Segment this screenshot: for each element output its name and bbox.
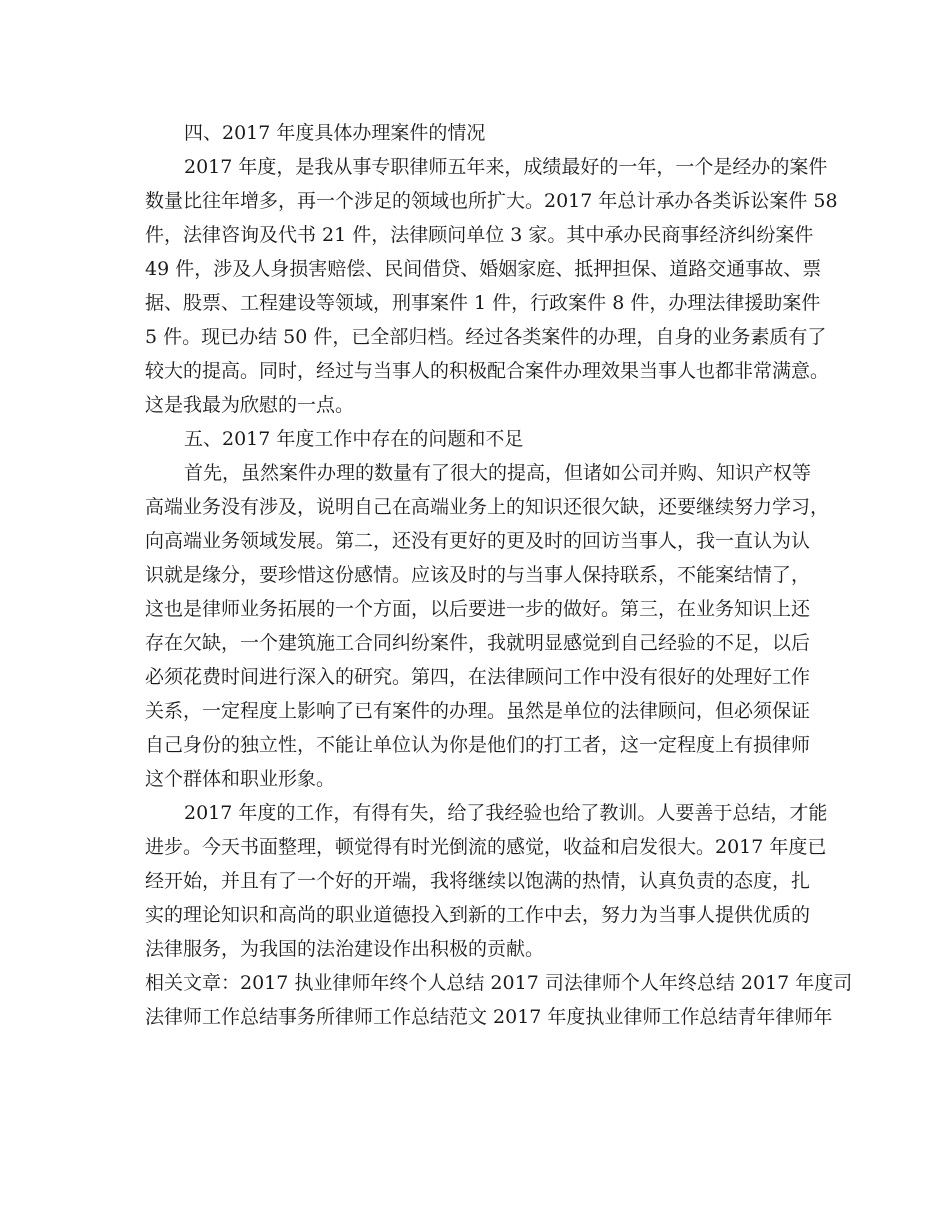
section-heading-4: 四、2017 年度具体办理案件的情况 [184, 122, 486, 144]
paragraph-line: 向高端业务领域发展。第二，还没有更好的更及时的回访当事人，我一直认为认 [145, 530, 811, 552]
paragraph-line: 实的理论知识和高尚的职业道德投入到新的工作中去，努力为当事人提供优质的 [145, 904, 811, 926]
paragraph-line: 较大的提高。同时，经过与当事人的积极配合案件办理效果当事人也都非常满意。 [145, 360, 830, 382]
paragraph-line: 这是我最为欣慰的一点。 [145, 394, 355, 416]
paragraph-line: 进步。今天书面整理，顿觉得有时光倒流的感觉，收益和启发很大。2017 年度已 [145, 836, 827, 858]
paragraph-line: 2017 年度的工作，有得有失，给了我经验也给了教训。人要善于总结，才能 [184, 802, 828, 824]
paragraph-line: 必须花费时间进行深入的研究。第四，在法律顾问工作中没有很好的处理好工作 [145, 666, 811, 688]
paragraph-line: 识就是缘分，要珍惜这份感情。应该及时的与当事人保持联系，不能案结情了， [145, 564, 811, 586]
paragraph-line: 5 件。现已办结 50 件，已全部归档。经过各类案件的办理，自身的业务素质有了 [145, 326, 827, 348]
paragraph-line: 法律服务，为我国的法治建设作出积极的贡献。 [145, 938, 545, 960]
paragraph-line: 49 件，涉及人身损害赔偿、民间借贷、婚姻家庭、抵押担保、道路交通事故、票 [145, 258, 822, 280]
section-heading-5: 五、2017 年度工作中存在的问题和不足 [184, 428, 524, 450]
paragraph-line: 关系，一定程度上影响了已有案件的办理。虽然是单位的法律顾问，但必须保证 [145, 700, 811, 722]
paragraph-line: 件，法律咨询及代书 21 件，法律顾问单位 3 家。其中承办民商事经济纠纷案件 [145, 224, 814, 246]
paragraph-line: 自己身份的独立性，不能让单位认为你是他们的打工者，这一定程度上有损律师 [145, 734, 811, 756]
paragraph-line: 这个群体和职业形象。 [145, 768, 336, 790]
paragraph-line: 存在欠缺，一个建筑施工合同纠纷案件，我就明显感觉到自己经验的不足，以后 [145, 632, 811, 654]
paragraph-line: 这也是律师业务拓展的一个方面，以后要进一步的做好。第三，在业务知识上还 [145, 598, 811, 620]
paragraph-line: 经开始，并且有了一个好的开端，我将继续以饱满的热情，认真负责的态度，扎 [145, 870, 811, 892]
paragraph-line: 高端业务没有涉及，说明自己在高端业务上的知识还很欠缺，还要继续努力学习， [145, 496, 830, 518]
related-articles-line: 法律师工作总结事务所律师工作总结范文 2017 年度执业律师工作总结青年律师年 [145, 1006, 833, 1028]
paragraph-line: 首先，虽然案件办理的数量有了很大的提高，但诸如公司并购、知识产权等 [184, 462, 812, 484]
related-articles-line: 相关文章：2017 执业律师年终个人总结 2017 司法律师个人年终总结 2017 年度司 [145, 972, 853, 994]
paragraph-line: 2017 年度，是我从事专职律师五年来，成绩最好的一年，一个是经办的案件 [184, 156, 828, 178]
paragraph-line: 数量比往年增多，再一个涉足的领域也所扩大。2017 年总计承办各类诉讼案件 58 [145, 190, 838, 212]
paragraph-line: 据、股票、工程建设等领域，刑事案件 1 件，行政案件 8 件，办理法律援助案件 [145, 292, 821, 314]
